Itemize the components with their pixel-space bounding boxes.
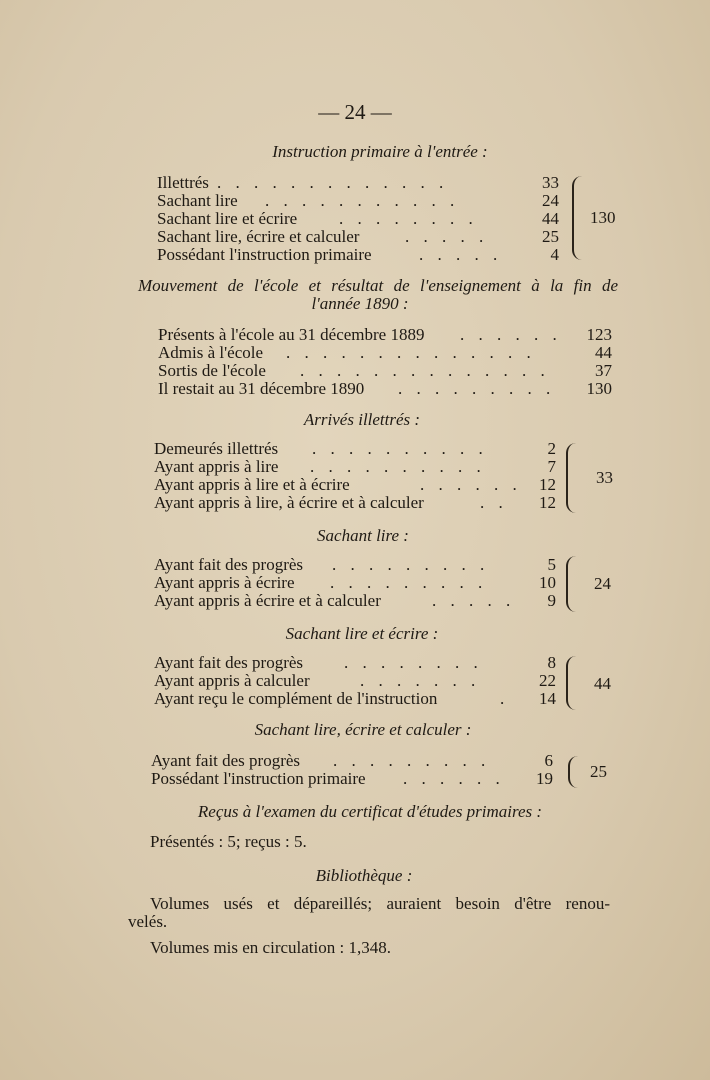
row-label: Ayant appris à lire (154, 457, 279, 476)
certificat-text: Présentés : 5; reçus : 5. (150, 832, 307, 851)
brace-icon (566, 556, 576, 612)
row-label: Ayant appris à calculer (154, 671, 310, 690)
row-value: 4 (550, 245, 559, 264)
group-total: 25 (590, 762, 607, 781)
book-page: — 24 — Instruction primaire à l'entrée : Illettrés . . . . . . . . . . . . . 33 Sachant lire . . . . . . . . . . . 24 Sachant lire et écrire . . . . . . . . 44 Sachant lire, écrire et calculer . . . . . 25 Possédant l'instruction primaire . . . . . 4 130 Mouvement de l'école et résultat de l'enseignement à la fin de l'année 1890 : Présents à l'école au 31 décembre 1889 . . . . . . 123 Admis à l'école . . . . . . . . . . . . . . 44 Sortis de l'école . . . . . . . . . . . . . . 37 Il restait au 31 décembre 1890 . . . . . . . . . 130 Arrivés illettrés : Demeurés illettrés . . . . . . . . . . 2 Ayant appris à lire . . . . . . . . . . 7 Ayant appris à lire et à écrire . . . . . . 12 Ayant appris à lire, à écrire et à calculer . . 12 33 Sachant lire : Ayant fait des progrès . . . . . . . . . 5 Ayant appris à écrire . . . . . . . . . 10 Ayant appris à écrire et à calculer . . . . . 9 24 Sachant lire et écrire : Ayant fait des progrès . . . . . . . . 8 Ayant appris à calculer . . . . . . . 22 Ayant reçu le complément de l'instruction . 14 44 Sachant lire, écrire et calculer : Ayant fait des progrès . . . . . . . . . 6 Possédant l'instruction primaire . . . . . . 19 25 Reçus à l'examen du certificat d'études primaires : Présentés : 5; reçus : 5. Bibliothèque : Volumes usés et dépareillés; auraient besoin d'être renou- velés. Volumes mis en circulation : 1,348. (0, 0, 710, 1080)
page-number: — 24 — (318, 100, 392, 124)
row-value: 24 (542, 191, 559, 210)
row-value: 123 (586, 325, 612, 344)
row-label: Admis à l'école (158, 343, 264, 362)
row-value: 25 (542, 227, 559, 246)
row-value: 12 (539, 475, 556, 494)
row-value: 9 (547, 591, 556, 610)
row-label: Ayant fait des progrès (151, 751, 301, 770)
row-value: 12 (539, 493, 556, 512)
row-label: Présents à l'école au 31 décembre 1889 (158, 325, 425, 344)
bibliotheque-para2: Volumes mis en circulation : 1,348. (150, 938, 391, 957)
brace-icon (566, 443, 576, 513)
row-label: Sortis de l'école (158, 361, 266, 380)
row-label: Illettrés (157, 173, 209, 192)
row-value: 7 (547, 457, 556, 476)
row-value: 44 (542, 209, 559, 228)
section-heading-illettres: Arrivés illettrés : (303, 410, 421, 429)
row-label: Demeurés illettrés (154, 439, 279, 458)
group-total: 24 (594, 574, 611, 593)
section-heading-certificat: Reçus à l'examen du certificat d'études primaires : (197, 802, 543, 821)
row-label: Il restait au 31 décembre 1890 (158, 379, 365, 398)
section-heading-entree: Instruction primaire à l'entrée : (272, 142, 488, 161)
row-value: 8 (547, 653, 556, 672)
row-label: Ayant fait des progrès (154, 555, 304, 574)
row-label: Sachant lire et écrire (157, 209, 298, 228)
row-value: 130 (586, 379, 612, 398)
section-heading-mouvement: Mouvement de l'école et résultat de l'enseignement à la fin de (138, 276, 618, 295)
row-value: 44 (595, 343, 612, 362)
row-label: Sachant lire, écrire et calculer (157, 227, 360, 246)
section-heading-lire-ecrire-calculer: Sachant lire, écrire et calculer : (254, 720, 472, 739)
brace-icon (566, 656, 576, 710)
row-label: Ayant reçu le complément de l'instruction (154, 689, 438, 708)
section-heading-lire-ecrire: Sachant lire et écrire : (285, 624, 439, 643)
row-label: Ayant appris à lire, à écrire et à calculer (154, 493, 424, 512)
row-label: Ayant appris à écrire (154, 573, 295, 592)
row-label: Possédant l'instruction primaire (157, 245, 372, 264)
row-value: 37 (595, 361, 612, 380)
row-label: Possédant l'instruction primaire (151, 769, 366, 788)
section-heading-sachant-lire: Sachant lire : (317, 526, 409, 545)
row-label: Ayant appris à écrire et à calculer (154, 591, 381, 610)
row-value: 19 (536, 769, 553, 788)
section-heading-bibliotheque: Bibliothèque : (315, 866, 413, 885)
bibliotheque-para1-line1: Volumes usés et dépareillés; auraient besoin d'être renou- (150, 894, 610, 913)
row-value: 6 (544, 751, 553, 770)
group-total: 44 (594, 674, 611, 693)
row-label: Sachant lire (157, 191, 238, 210)
row-label: Ayant appris à lire et à écrire (154, 475, 350, 494)
brace-icon (568, 756, 578, 788)
row-label: Ayant fait des progrès (154, 653, 304, 672)
bibliotheque-para1-line2: velés. (128, 912, 168, 931)
row-value: 5 (547, 555, 556, 574)
row-value: 10 (539, 573, 556, 592)
row-value: 2 (547, 439, 556, 458)
row-value: 33 (542, 173, 559, 192)
section-heading-mouvement-line2: l'année 1890 : (311, 294, 409, 313)
group-total: 130 (590, 208, 616, 227)
brace-icon (572, 176, 582, 260)
row-value: 22 (539, 671, 556, 690)
row-value: 14 (539, 689, 556, 708)
group-total: 33 (596, 468, 613, 487)
